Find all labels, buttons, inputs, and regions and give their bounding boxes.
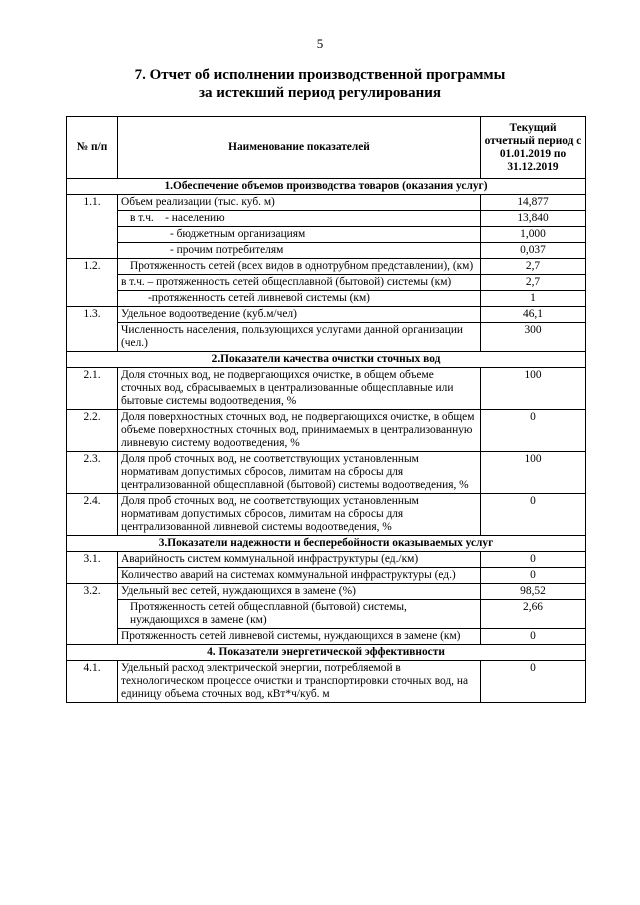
table-row [67,452,586,494]
header-period: Текущий отчетный период с 01.01.2019 по 31.12.2019 [481,117,586,179]
report-table [66,116,586,703]
table-row [67,323,586,352]
section-title: 3.Показатели надежности и бесперебойности оказываемых услуг [67,536,586,552]
table-row [67,584,586,600]
table-row [67,552,586,568]
row-name: Доля поверхностных сточных вод, не подвергающихся очистке, в общем объеме поверхностных сточных вод, принимаемых в централизованную ливневую систему водоотведения, % [118,410,481,452]
row-name: - бюджетным организациям [118,227,481,243]
row-name: Аварийность систем коммунальной инфраструктуры (ед./км) [118,552,481,568]
row-value: 0 [481,661,586,703]
table-row [67,259,586,275]
section-title: 1.Обеспечение объемов производства товаров (оказания услуг) [67,179,586,195]
row-number: 2.3. [67,452,118,494]
row-name: Численность населения, пользующихся услугами данной организации (чел.) [118,323,481,352]
row-name: Протяженность сетей (всех видов в однотрубном представлении), (км) [118,259,481,275]
header-number: № п/п [67,117,118,179]
row-value: 100 [481,452,586,494]
row-value: 100 [481,368,586,410]
title-line-1: 7. Отчет об исполнении производственной программы [134,67,506,83]
table-row [67,291,586,307]
row-value: 1,000 [481,227,586,243]
row-value: 46,1 [481,307,586,323]
row-name: -протяженность сетей ливневой системы (км) [118,291,481,307]
row-value: 0 [481,568,586,584]
section-row [67,536,586,552]
row-number: 3.1. [67,552,118,584]
section-title: 4. Показатели энергетической эффективности [67,645,586,661]
header-indicator-name: Наименование показателей [118,117,481,179]
table-row [67,307,586,323]
row-value: 0,037 [481,243,586,259]
table-row [67,275,586,291]
row-value: 0 [481,410,586,452]
row-value: 0 [481,494,586,536]
section-row [67,352,586,368]
row-number: 4.1. [67,661,118,703]
title-line-2: за истекший период регулирования [198,85,442,101]
row-value: 0 [481,629,586,645]
row-number: 2.2. [67,410,118,452]
document-title [0,66,640,102]
table-row [67,368,586,410]
row-number: 1.2. [67,259,118,307]
row-number: 1.3. [67,307,118,352]
row-name: Протяженность сетей общесплавной (бытовой) системы, нуждающихся в замене (км) [118,600,481,629]
table-row [67,629,586,645]
row-value: 98,52 [481,584,586,600]
row-name: Удельное водоотведение (куб.м/чел) [118,307,481,323]
row-name: Удельный вес сетей, нуждающихся в замене (%) [118,584,481,600]
row-name: в т.ч. – протяженность сетей общесплавной (бытовой) системы (км) [118,275,481,291]
row-value: 300 [481,323,586,352]
row-name: - прочим потребителям [118,243,481,259]
table-row [67,195,586,211]
row-value: 13,840 [481,211,586,227]
row-value: 0 [481,552,586,568]
section-title: 2.Показатели качества очистки сточных вод [67,352,586,368]
row-number: 1.1. [67,195,118,259]
row-number: 3.2. [67,584,118,645]
table-row [67,211,586,227]
row-value: 2,66 [481,600,586,629]
row-name: Доля проб сточных вод, не соответствующих установленным нормативам допустимых сбросов, лимитам на сбросы для централизованной ливневой системы водоотведения, % [118,494,481,536]
table-row [67,494,586,536]
row-name: Количество аварий на системах коммунальной инфраструктуры (ед.) [118,568,481,584]
row-number: 2.1. [67,368,118,410]
row-name: в т.ч. - населению [118,211,481,227]
row-value: 2,7 [481,259,586,275]
row-value: 14,877 [481,195,586,211]
row-value: 2,7 [481,275,586,291]
section-row [67,179,586,195]
table-header-row [67,117,586,179]
row-name: Доля сточных вод, не подвергающихся очистке, в общем объеме сточных вод, сбрасываемых в централизованные общесплавные или бытовые системы водоотведения, % [118,368,481,410]
table-row [67,243,586,259]
table-row [67,568,586,584]
row-name: Протяженность сетей ливневой системы, нуждающихся в замене (км) [118,629,481,645]
row-name: Доля проб сточных вод, не соответствующих установленным нормативам допустимых сбросов, лимитам на сбросы для централизованной общесплавной (бытовой) системы водоотведения, % [118,452,481,494]
table-row [67,661,586,703]
table-row [67,410,586,452]
table-row [67,600,586,629]
row-name: Объем реализации (тыс. куб. м) [118,195,481,211]
row-number: 2.4. [67,494,118,536]
section-row [67,645,586,661]
page-number: 5 [316,36,324,51]
row-name: Удельный расход электрической энергии, потребляемой в технологическом процессе очистки и транспортировки сточных вод, на единицу объема сточных вод, кВт*ч/куб. м [118,661,481,703]
table-row [67,227,586,243]
row-value: 1 [481,291,586,307]
